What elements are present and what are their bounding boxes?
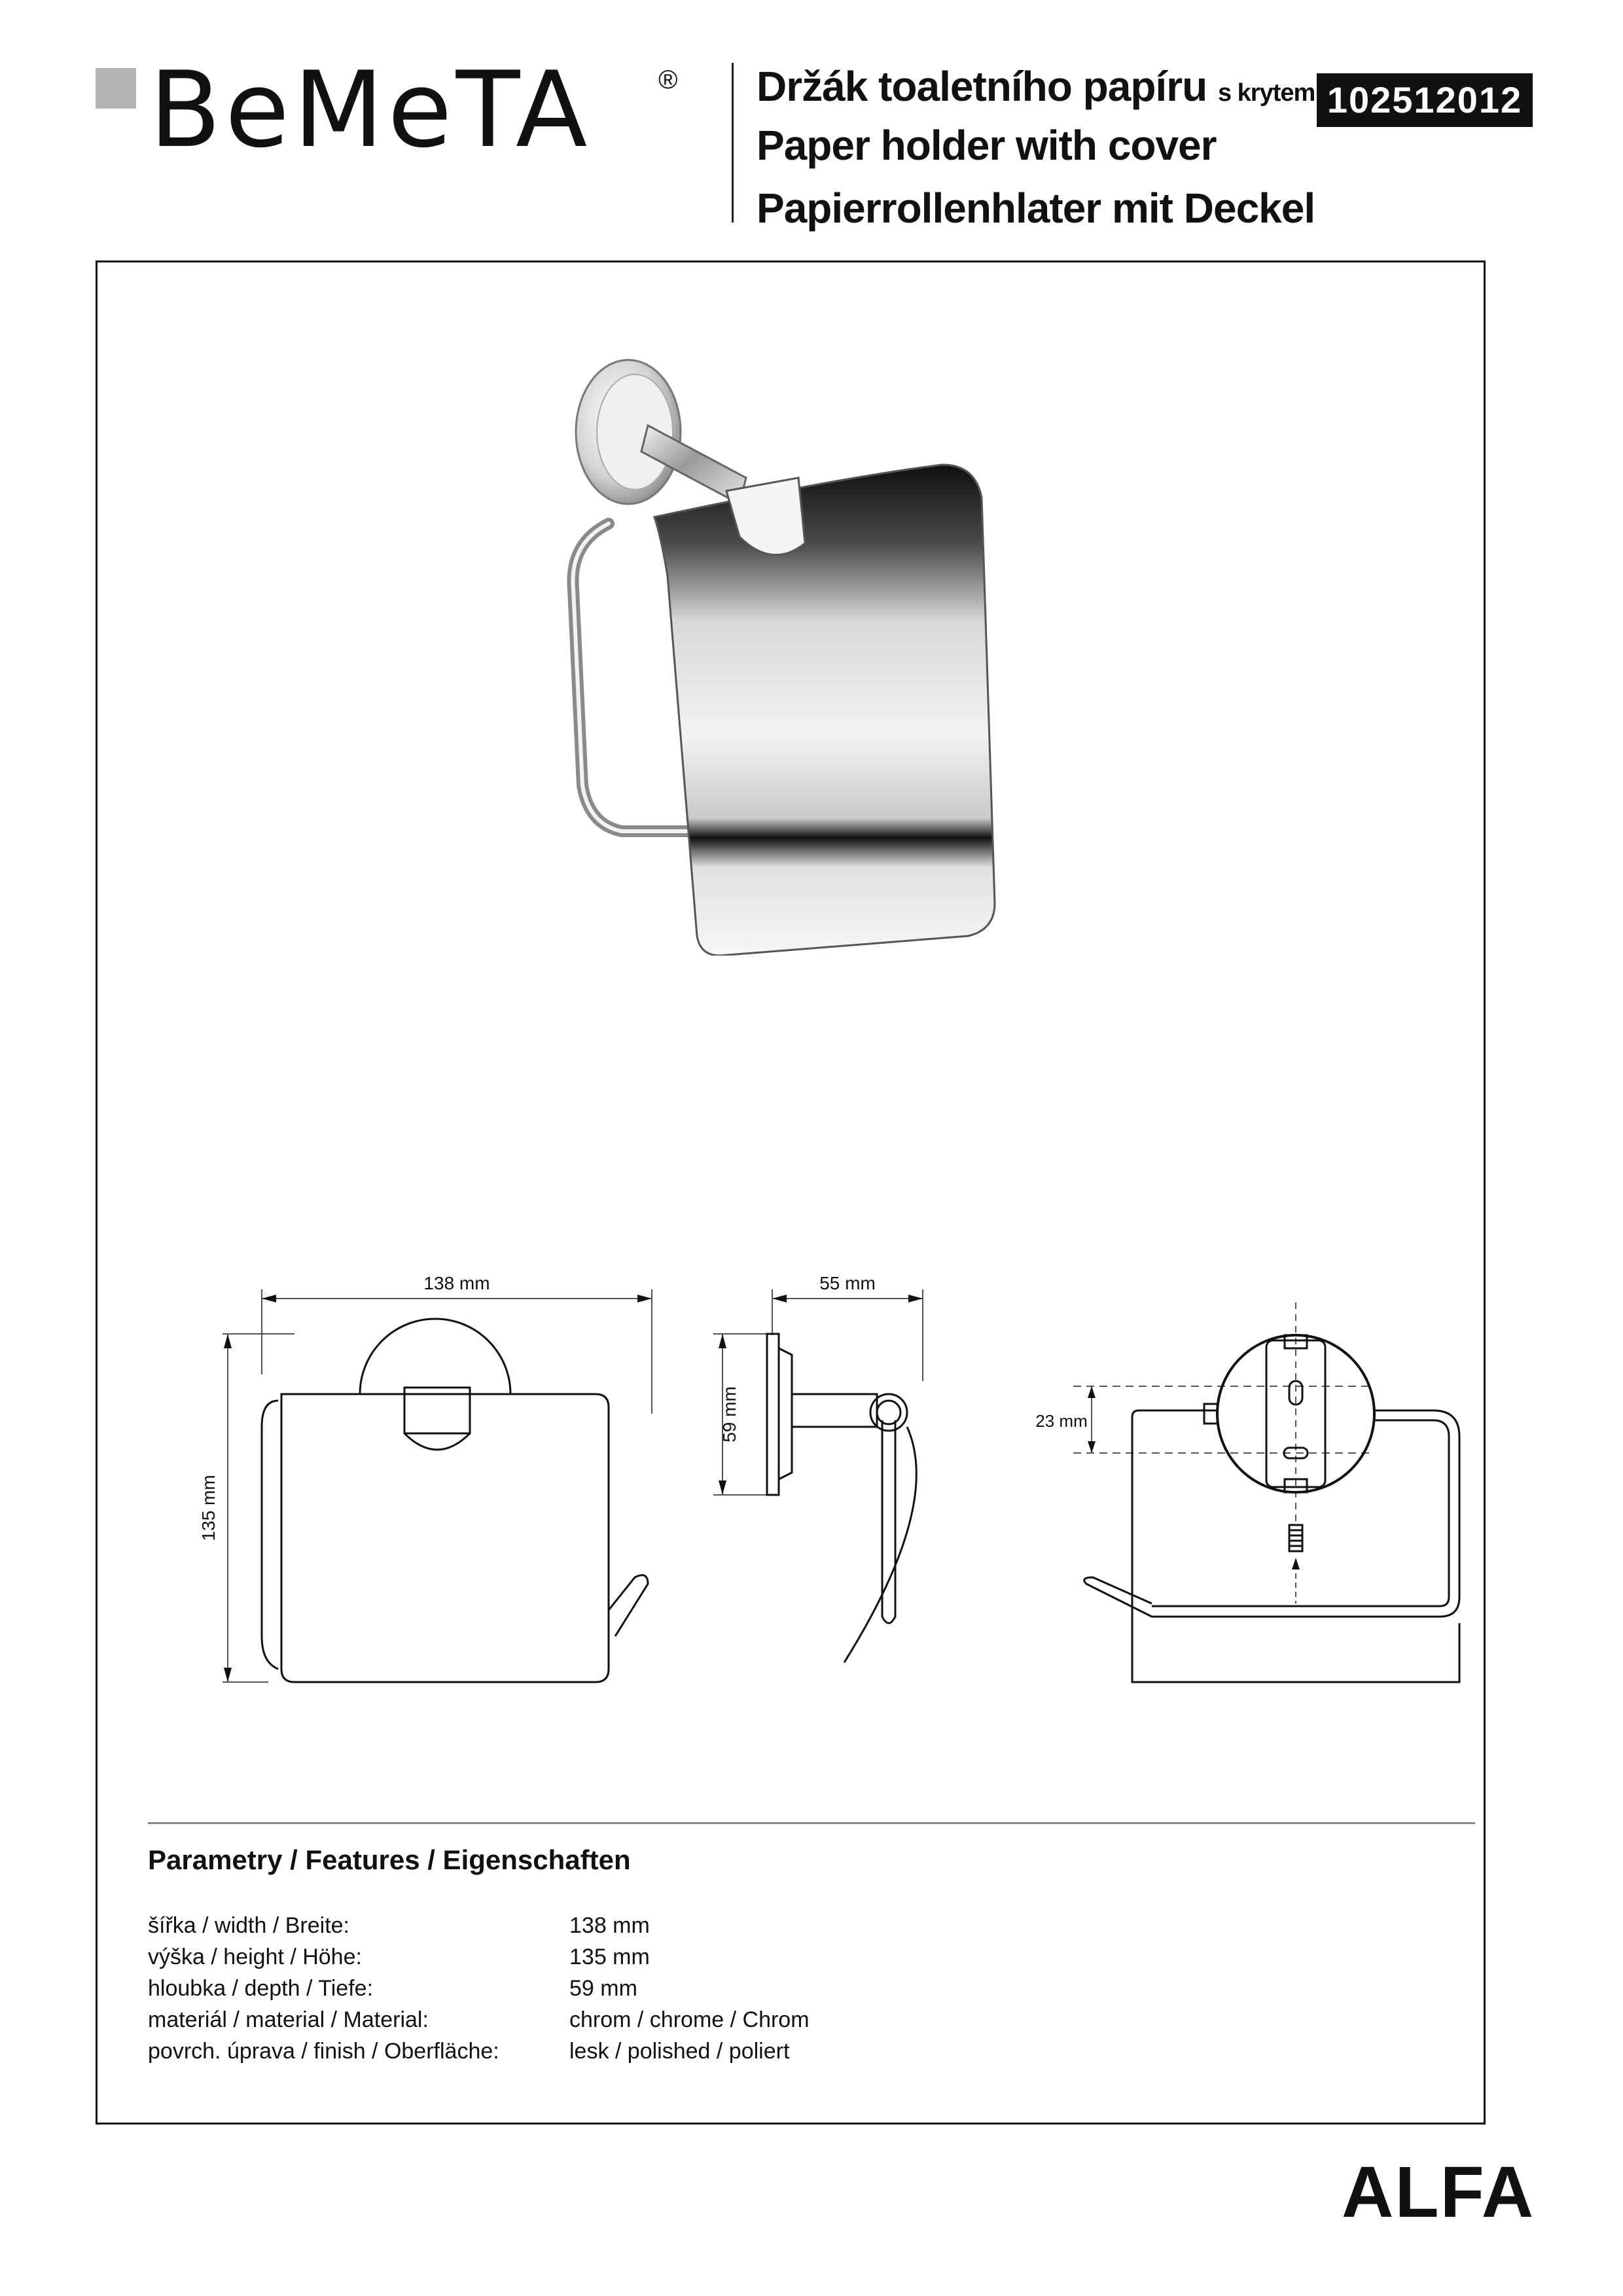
title-czech: [757, 60, 1315, 119]
title-german: Papierrollenhlater mit Deckel: [757, 185, 1315, 232]
side-width-label: 55 mm: [819, 1273, 876, 1293]
feature-row: [148, 1910, 810, 1941]
feature-row: [148, 1973, 810, 2004]
product-photo: [524, 327, 1178, 956]
front-height-label: 135 mm: [198, 1475, 219, 1541]
feature-label: šířka / width / Breite:: [148, 1913, 349, 1938]
title-english: Paper holder with cover: [757, 122, 1217, 169]
features-table: [148, 1910, 810, 2067]
feature-row: [148, 2004, 810, 2036]
side-view: [713, 1289, 923, 1662]
technical-drawings: [131, 1270, 1505, 1715]
cover-plate: [654, 465, 995, 956]
feature-value: lesk / polished / poliert: [569, 2039, 790, 2064]
title-czech-suffix: s krytem: [1217, 79, 1315, 107]
product-code-badge: 102512012: [1317, 73, 1533, 127]
feature-value: 135 mm: [569, 1945, 650, 1969]
side-height-label: 59 mm: [719, 1386, 740, 1443]
feature-label: materiál / material / Material:: [148, 2007, 429, 2032]
registered-mark: ®: [658, 65, 678, 94]
front-view: [223, 1289, 652, 1682]
back-hole-spacing-label: 23 mm: [1035, 1411, 1088, 1431]
features-divider: [148, 1822, 1475, 1824]
feature-value: chrom / chrome / Chrom: [569, 2007, 810, 2032]
header-divider: [732, 63, 734, 223]
title-czech-main: Držák toaletního papíru: [757, 63, 1207, 110]
series-name: ALFA: [1342, 2152, 1535, 2233]
feature-row: [148, 2036, 810, 2067]
feature-label: hloubka / depth / Tiefe:: [148, 1976, 374, 2001]
feature-label: povrch. úprava / finish / Oberfläche:: [148, 2039, 499, 2064]
front-width-label: 138 mm: [423, 1273, 490, 1293]
feature-value: 59 mm: [569, 1976, 637, 2001]
back-view: [1073, 1302, 1459, 1682]
feature-row: [148, 1941, 810, 1973]
feature-label: výška / height / Höhe:: [148, 1945, 362, 1969]
features-heading: Parametry / Features / Eigenschaften: [148, 1844, 631, 1875]
brand-logo: BeMeTA: [149, 48, 592, 171]
wall-rosette: [576, 360, 681, 504]
logo-mark-square: [96, 68, 136, 109]
feature-value: 138 mm: [569, 1913, 650, 1938]
